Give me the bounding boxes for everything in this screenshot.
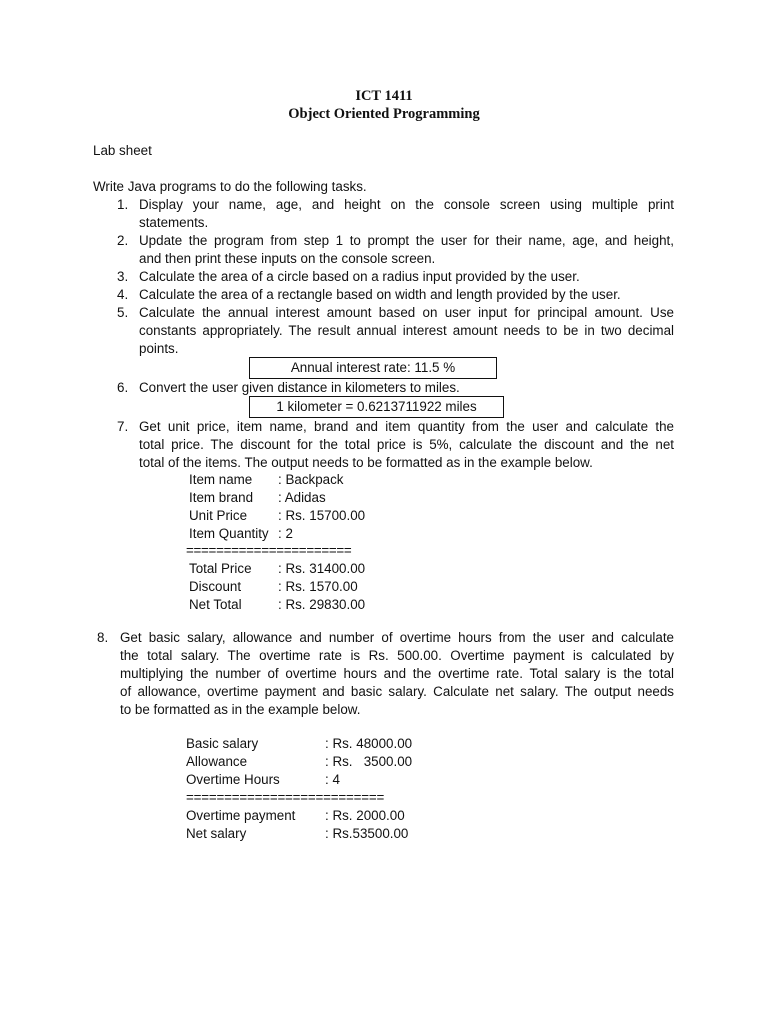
task-text-line: multiplying the number of overtime hours and the overtime rate. Total salary is the total xyxy=(120,666,674,681)
task-number: 7. xyxy=(117,419,129,434)
task-text-line: Calculate the area of a circle based on a radius input provided by the user. xyxy=(139,269,580,284)
example-value: : Rs. 48000.00 xyxy=(325,736,413,751)
example-value: : Rs. 1570.00 xyxy=(278,579,358,594)
task-text-line: the total salary. The overtime rate is Rs. 500.00. Overtime payment is calculated by xyxy=(120,648,674,663)
example-label: Item Quantity xyxy=(189,526,269,541)
example-value: : Rs.53500.00 xyxy=(325,826,409,841)
task-text-line: Display your name, age, and height on the console screen using multiple print xyxy=(139,197,674,212)
task-number: 5. xyxy=(117,305,129,320)
example-value: : Rs. 31400.00 xyxy=(278,561,366,576)
task-text-line: to be formatted as in the example below. xyxy=(120,702,361,717)
task-number: 4. xyxy=(117,287,129,302)
task-number: 3. xyxy=(117,269,129,284)
example-label: Allowance xyxy=(186,754,248,769)
example-separator: ====================== xyxy=(186,543,352,558)
task-text-line: constants appropriately. The result annual interest amount needs to be in two decimal xyxy=(139,323,674,338)
example-label: Unit Price xyxy=(189,508,248,523)
task-text-line: of allowance, overtime payment and basic salary. Calculate net salary. The output needs xyxy=(120,684,674,699)
example-separator: ========================== xyxy=(186,790,385,805)
task-text-line: Calculate the area of a rectangle based on width and length provided by the user. xyxy=(139,287,621,302)
example-value: : Rs. 2000.00 xyxy=(325,808,405,823)
course-title: Object Oriented Programming xyxy=(288,106,480,122)
example-value: : 4 xyxy=(325,772,340,787)
example-label: Overtime payment xyxy=(186,808,296,823)
example-value: : Backpack xyxy=(278,472,344,487)
task-number: 2. xyxy=(117,233,129,248)
task-number: 1. xyxy=(117,197,129,212)
example-value: : Rs. 3500.00 xyxy=(325,754,413,769)
example-value: : 2 xyxy=(278,526,293,541)
example-label: Discount xyxy=(189,579,242,594)
example-label: Item name xyxy=(189,472,253,487)
example-label: Basic salary xyxy=(186,736,259,751)
km-conversion-box: 1 kilometer = 0.6213711922 miles xyxy=(249,396,504,418)
course-code: ICT 1411 xyxy=(355,88,413,104)
example-label: Net salary xyxy=(186,826,247,841)
task-text-line: Get basic salary, allowance and number of overtime hours from the user and calculate xyxy=(120,630,674,645)
lab-sheet-label: Lab sheet xyxy=(93,143,152,158)
task-number: 8. xyxy=(97,630,109,645)
task-text-line: total price. The discount for the total price is 5%, calculate the discount and the net xyxy=(139,437,674,452)
example-label: Overtime Hours xyxy=(186,772,280,787)
example-label: Total Price xyxy=(189,561,252,576)
example-label: Net Total xyxy=(189,597,242,612)
intro-text: Write Java programs to do the following tasks. xyxy=(93,179,367,194)
task-text-line: points. xyxy=(139,341,179,356)
task-text-line: Get unit price, item name, brand and item quantity from the user and calculate the xyxy=(139,419,674,434)
example-value: : Adidas xyxy=(278,490,326,505)
task-text-line: and then print these inputs on the console screen. xyxy=(139,251,436,266)
example-value: : Rs. 15700.00 xyxy=(278,508,366,523)
interest-rate-box: Annual interest rate: 11.5 % xyxy=(249,357,497,379)
task-text-line: statements. xyxy=(139,215,209,230)
task-text-line: Update the program from step 1 to prompt the user for their name, age, and height, xyxy=(139,233,674,248)
task-number: 6. xyxy=(117,380,129,395)
task-text-line: total of the items. The output needs to be formatted as in the example below. xyxy=(139,455,593,470)
example-label: Item brand xyxy=(189,490,254,505)
task-text-line: Convert the user given distance in kilometers to miles. xyxy=(139,380,460,395)
task-text-line: Calculate the annual interest amount based on user input for principal amount. Use xyxy=(139,305,674,320)
example-value: : Rs. 29830.00 xyxy=(278,597,366,612)
